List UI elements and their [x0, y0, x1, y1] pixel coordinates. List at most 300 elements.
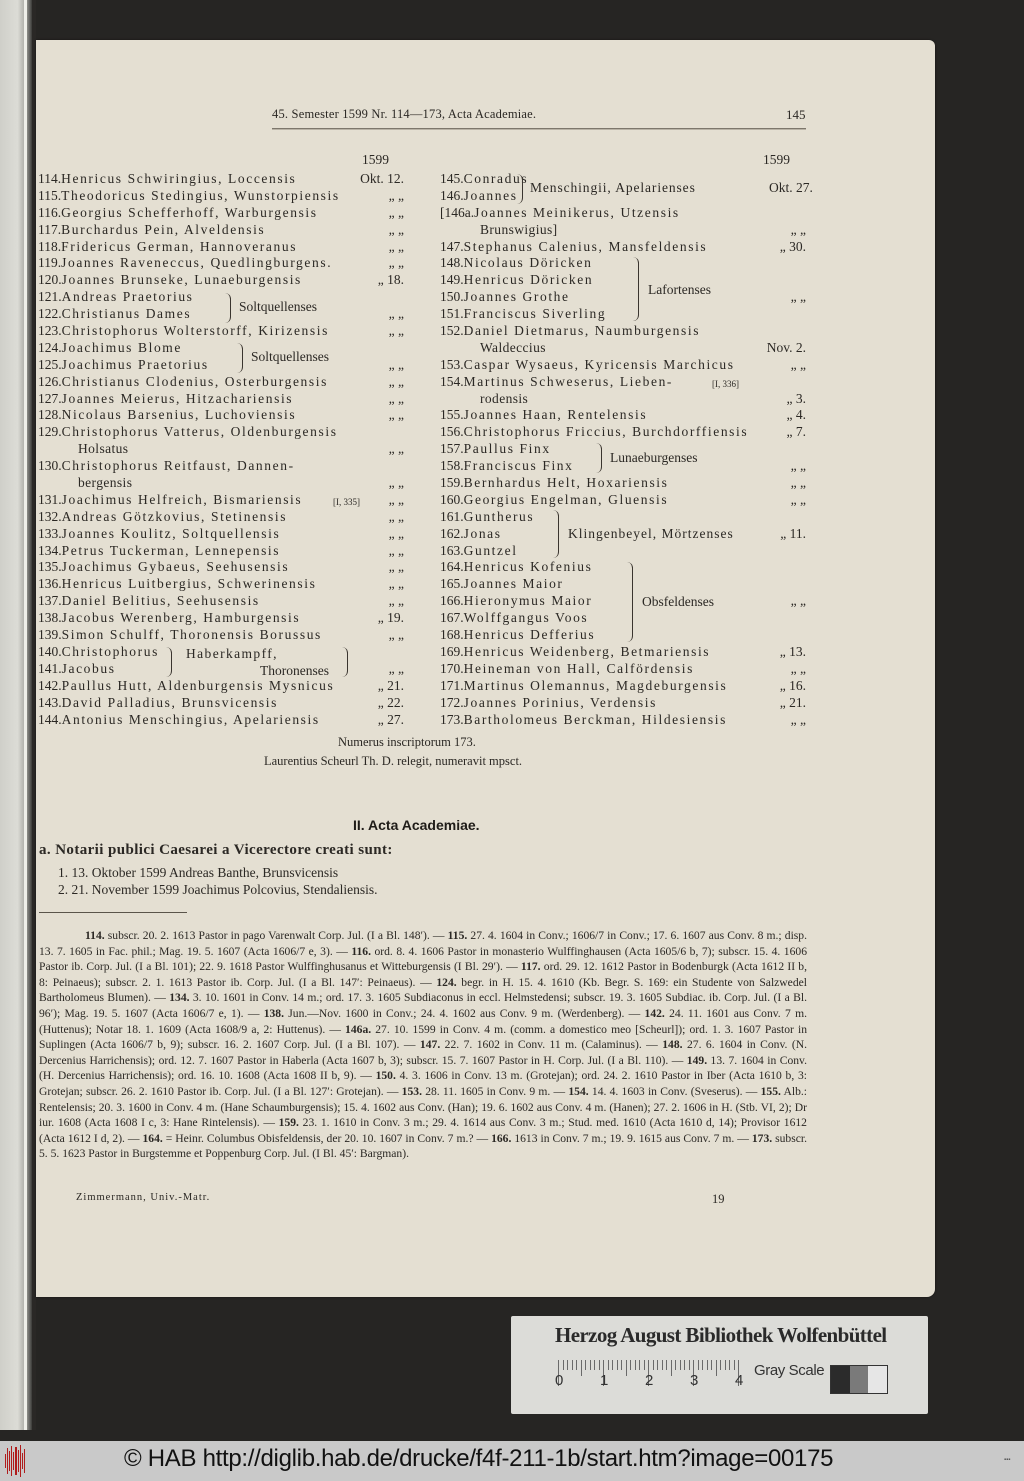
entry-name: Daniel Belitius, Seehusensis: [61, 593, 260, 609]
gray-swatch: [831, 1366, 850, 1393]
entry-date: „ „: [388, 542, 404, 558]
ruler-tick: [635, 1360, 636, 1370]
entry-number: 125.: [38, 356, 62, 372]
entry-name: Christophorus Reitfaust, Dannen-: [61, 458, 295, 474]
entry-number: 141.: [38, 660, 62, 676]
brace-140-141-right: [342, 647, 348, 677]
group-label-140-surname: Haberkampff,: [186, 646, 278, 661]
register-entry: [440, 492, 806, 509]
register-entry: [38, 374, 404, 391]
entry-name: Christianus Dames: [61, 306, 192, 322]
group-label-161: Klingenbeyel, Mörtzenses: [568, 526, 734, 541]
sheet-number: 19: [712, 1192, 725, 1206]
entry-name: Henricus Weidenberg, Betmariensis: [463, 643, 711, 659]
ruler-tick: [590, 1360, 591, 1370]
register-entry: [440, 593, 806, 610]
entry-date: „ „: [790, 711, 806, 727]
entry-date: Okt. 12.: [360, 171, 404, 186]
entry-date: „ 27.: [377, 711, 404, 727]
ruler-tick: [585, 1360, 586, 1370]
ruler-tick: [653, 1360, 654, 1370]
entry-name: Henricus Defferius: [463, 627, 596, 643]
footnote-text: 27. 10. 1599 in Conv. 4 m. (comm. a domestico meo [Scheurl]); ord. 1. 3. 1607 Pastor in Suplingen (Acta 1606/7 b, 9); subscr. 16. 2. 1607 Corp. Jul. (I a Bl. 107). —: [39, 1022, 807, 1052]
entry-number: 154.: [440, 373, 464, 389]
entry-name: Georgius Schefferhoff, Warburgensis: [61, 204, 318, 220]
ruler-tick: [662, 1360, 663, 1370]
left-column-year: 1599: [362, 152, 389, 167]
footnote-text: 22. 7. 1602 in Conv. 11 m. (Calaminus). —: [440, 1038, 663, 1052]
ruler-tick: [671, 1360, 672, 1376]
entry-date: „ „: [388, 627, 404, 643]
ruler-tick: [725, 1360, 726, 1370]
group-label-164: Obsfeldenses: [642, 594, 714, 609]
footnote-text: begr. in H. 15. 4. 1610 (Kb. Begr. S. 169: ein Studente von Salzwedel Bartholomeus Blumen). —: [39, 975, 807, 1005]
register-entry: [440, 222, 806, 239]
entry-number: 170.: [440, 660, 464, 676]
group-label-145: Menschingii, Apelarienses: [530, 180, 696, 195]
entry-number: 163.: [440, 542, 464, 558]
entry-number: 164.: [440, 559, 464, 575]
brace-157-158: [596, 443, 602, 473]
running-head: 45. Semester 1599 Nr. 114—173, Acta Academiae.: [272, 107, 537, 121]
footnote-number: 124.: [436, 975, 457, 989]
entry-date: „ „: [388, 508, 404, 524]
register-entry: [440, 627, 806, 644]
entry-date: „ „: [388, 475, 404, 491]
register-entry: [440, 407, 806, 424]
register-entry: [440, 357, 806, 374]
entry-date: „ „: [790, 221, 806, 237]
footnote-text: 1613 in Conv. 7 m.; 19. 9. 1615 aus Conv. 7 m. —: [511, 1131, 752, 1145]
entry-name: Christophorus Wolterstorff, Kirizensis: [61, 323, 329, 339]
entry-date: „ 3.: [786, 390, 806, 406]
register-entry: [38, 171, 404, 188]
entry-name: Andreas Praetorius: [61, 289, 194, 305]
footnote-text: ord. 29. 12. 1612 Pastor in Bodenburgk (Acta 1612 II b, 8: Peinaeus); subscr. 2. 1. 1613 Pastor ib. Corp. Jul. (I a Bl. 147′: Peinaeus). —: [39, 960, 807, 989]
entry-name: Jacobus: [61, 660, 116, 676]
ruler-tick: [711, 1360, 712, 1370]
entry-date: „ „: [388, 407, 404, 423]
entry-name: Daniel Dietmarus, Naumburgensis: [463, 323, 701, 339]
entry-name: Nicolaus Döricken: [463, 255, 593, 271]
register-entry: [38, 610, 404, 627]
left-column-entries: [38, 171, 404, 728]
footnote-number: 117.: [520, 960, 541, 974]
entry-number: 155.: [440, 407, 464, 423]
footnote-text: 13. 7. 1604 in Conv. (H. Dercenius Harrichensis); ord. 16. 10. 1608 (Acta 1608 II b, 9). —: [39, 1053, 807, 1083]
register-entry: [440, 695, 806, 712]
entry-name: Hieronymus Maior: [463, 593, 593, 609]
entry-name: Bartholomeus Berckman, Hildesiensis: [463, 711, 727, 727]
group-label-148: Lafortenses: [648, 282, 711, 297]
register-entry: [38, 492, 404, 509]
entry-name: Joachimus Helfreich, Bismariensis: [61, 491, 303, 507]
entry-name: Paullus Finx: [463, 441, 551, 457]
entry-number: 153.: [440, 356, 464, 372]
entry-date: „ „: [388, 559, 404, 575]
group-label-140-origin: Thoronenses: [260, 663, 329, 678]
ruler-tick: [675, 1360, 676, 1370]
entry-number: 149.: [440, 272, 464, 288]
entry-number: 140.: [38, 643, 62, 659]
entry-name: Simon Schulff, Thoronensis Borussus: [61, 627, 322, 643]
page-number: 145: [786, 107, 806, 122]
entry-date: „ 18.: [377, 272, 404, 288]
entry-number: 124.: [38, 339, 62, 355]
entry-number: 114.: [38, 171, 62, 186]
entry-number: 151.: [440, 306, 464, 322]
footnote-number: 149.: [686, 1053, 708, 1067]
ruler-tick: [630, 1360, 631, 1370]
footnote-number: 147.: [419, 1038, 441, 1052]
footnote-number: 154.: [568, 1084, 589, 1098]
entry-number: 157.: [440, 441, 464, 457]
ruler-tick: [567, 1360, 568, 1370]
entry-name: Georgius Engelman, Gluensis: [463, 491, 669, 507]
scanned-page: [36, 40, 935, 1297]
footnote-number: 116.: [351, 944, 371, 958]
entry-name: Joannes Grothe: [463, 289, 570, 305]
entry-number: 145.: [440, 171, 464, 186]
footnote-text: Jun.—Nov. 1600 in Conv.; 24. 4. 1602 aus Conv. 9 m. (Werdenberg). —: [284, 1006, 645, 1020]
entry-name: rodensis: [480, 390, 529, 406]
register-entry: [440, 374, 806, 391]
ruler-tick: [594, 1360, 595, 1370]
entry-number: 117.: [38, 221, 62, 237]
entry-name: Henricus Luitbergius, Schwerinensis: [61, 576, 317, 592]
brace-148-151: [632, 257, 639, 321]
register-entry: [440, 391, 806, 408]
ruler-tick: [617, 1360, 618, 1370]
entry-number: 121.: [38, 289, 62, 305]
footnote-text: 4. 3. 1606 in Conv. 13 m. (Grotejan); ord. 24. 2. 1610 Pastor in Iber (Acta 1610 b, 3: Grotejan; subscr. 26. 2. 1610 Pastor ib. Corp. Jul. (I a Bl. 127′: Grotejan). —: [39, 1069, 807, 1098]
footnote-text: ord. 8. 4. 1606 Pastor in monasterio Wulffinghausen (Acta 1605/6 b, 7); subscr. 15. 4. 1606 Pastor ib. Corp. Jul. (I a Bl. 101); 22. 9. 1618 Pastor Wulffinghusanus et Witteburgensis (I Bl. 29′). —: [39, 944, 807, 974]
entry-name: Joachimus Praetorius: [61, 356, 209, 372]
entry-number: 143.: [38, 694, 62, 710]
footnote-text: 23. 1. 1610 in Conv. 3 m.; 29. 4. 1614 aus Conv. 3 m.; Stud. med. 1610 (Acta 1610 d, 14); Provisor 1612 (Acta 1612 I d, 2). —: [39, 1116, 807, 1145]
entry-name: bergensis: [78, 475, 133, 491]
entry-number: 134.: [38, 542, 62, 558]
entry-name: Antonius Menschingius, Apelariensis: [61, 711, 320, 727]
gray-scale-swatches: [830, 1365, 888, 1394]
register-entry: [440, 509, 806, 526]
entry-name: Nicolaus Barsenius, Luchoviensis: [61, 407, 297, 423]
entry-name: Heineman von Hall, Calfördensis: [463, 660, 694, 676]
entry-date: „ 22.: [377, 694, 404, 710]
register-entry: [38, 458, 404, 475]
register-entry: [38, 712, 404, 729]
entry-date: „ „: [790, 356, 806, 372]
ruler-tick: [666, 1360, 667, 1370]
entry-number: 115.: [38, 187, 62, 203]
entry-number: 158.: [440, 458, 464, 474]
ruler-tick: [612, 1360, 613, 1370]
entry-number: 162.: [440, 525, 464, 541]
entry-date: „ „: [388, 576, 404, 592]
entry-name: Joannes Porinius, Verdensis: [463, 694, 657, 710]
entry-name: Henricus Kofenius: [463, 559, 593, 575]
entry-name: Guntzel: [463, 542, 518, 558]
entry-date: „ „: [388, 373, 404, 389]
entry-date: Nov. 2.: [766, 339, 806, 355]
register-entry: [38, 441, 404, 458]
entry-number: 150.: [440, 289, 464, 305]
footnote-number: 146a.: [345, 1022, 372, 1036]
footnote-number: 153.: [401, 1084, 422, 1098]
ruler-tick: [684, 1360, 685, 1370]
footnote-number: 155.: [760, 1084, 781, 1098]
footnote-number: 164.: [142, 1131, 163, 1145]
entry-number: 126.: [38, 373, 62, 389]
ruler-tick: [729, 1360, 730, 1370]
ruler-tick: [581, 1360, 582, 1376]
footer-bar: [0, 1441, 1024, 1481]
footnote-number: 148.: [662, 1038, 683, 1052]
register-entry: [440, 424, 806, 441]
entry-number: 139.: [38, 627, 62, 643]
footnote-text: subscr. 20. 2. 1613 Pastor in pago Varenwalt Corp. Jul. (I a Bl. 148′). —: [104, 929, 448, 942]
entry-date: „ 19.: [377, 610, 404, 626]
notary-item: 2. 21. November 1599 Joachimus Polcovius, Stendaliensis.: [58, 882, 378, 897]
entry-name: Martinus Schweserus, Lieben-: [463, 373, 674, 389]
entry-number: 169.: [440, 643, 464, 659]
brace-140-141: [166, 647, 172, 677]
ruler-number: 0: [555, 1372, 564, 1389]
ruler-tick: [639, 1360, 640, 1370]
ruler-tick: [626, 1360, 627, 1376]
footnote-number: 173.: [751, 1131, 773, 1145]
entry-date: „ „: [388, 221, 404, 237]
entry-name: Joannes Meierus, Hitzachariensis: [61, 390, 294, 406]
footnote-text: 27. 4. 1604 in Conv.; 1606/7 in Conv.; 17. 6. 1607 aus Conv. 8 m.; disp. 13. 7. 1605 in Fac. phil.; Mag. 19. 5. 1607 (Acta 1606/7 e, 3). —: [39, 929, 807, 958]
entry-date: „ „: [388, 441, 404, 457]
ruler-tick: [572, 1360, 573, 1370]
entry-number: 123.: [38, 323, 62, 339]
entry-date: „ 16.: [779, 677, 806, 693]
ruler-tick: [707, 1360, 708, 1370]
ruler-tick: [621, 1360, 622, 1370]
register-entry: [440, 272, 806, 289]
entry-date: „ „: [388, 238, 404, 254]
entry-name: Joachimus Blome: [61, 339, 182, 355]
entry-date: „ „: [388, 356, 404, 372]
entry-number: [146a.: [440, 204, 475, 220]
register-entry: [38, 340, 404, 357]
entry-number: 173.: [440, 711, 464, 727]
entry-name: Guntherus: [463, 508, 535, 524]
entry-date: „ „: [790, 660, 806, 676]
entry-date: „ „: [790, 593, 806, 609]
footnotes: [39, 928, 807, 1162]
entry-name: Henricus Döricken: [463, 272, 594, 288]
entry-name: Brunswigius]: [480, 221, 558, 237]
ruler-tick: [680, 1360, 681, 1370]
register-entry: [440, 205, 806, 222]
entry-date: „ „: [388, 323, 404, 339]
register-entry: [440, 323, 806, 340]
entry-date: „ „: [388, 491, 404, 507]
register-entry: [440, 543, 806, 560]
register-entry: [38, 678, 404, 695]
entry-name: Bernhardus Helt, Hoxariensis: [463, 475, 669, 491]
entry-number: 138.: [38, 610, 62, 626]
entry-name: Stephanus Calenius, Mansfeldensis: [463, 238, 708, 254]
entry-number: 172.: [440, 694, 464, 710]
ruler-number: 2: [645, 1372, 654, 1389]
entry-name: Waldeccius: [480, 339, 546, 355]
footnote-number: 138.: [263, 1006, 284, 1020]
entry-name: Jonas: [463, 525, 502, 541]
entry-name: Joannes Maior: [463, 576, 564, 592]
entry-number: 142.: [38, 677, 62, 693]
register-entry: [440, 610, 806, 627]
entry-date: „ „: [388, 187, 404, 203]
brace-145-146: [516, 174, 523, 204]
ruler-tick: [644, 1360, 645, 1370]
footnote-text: Alb.: Rentelensis; 20. 3. 1600 in Conv. 4 m. (Hane Schaumburgensis); 15. 4. 1602 aus Conv. (Han); 19. 6. 1602 aus Conv. 4 m. (Hanen); 27. 2. 1606 in H. (Stb. VI, 2); Dr iur. 1608 (Acta 1608 I c, 3: Hane Rintelensis). —: [39, 1084, 808, 1130]
entry-date: „ 4.: [786, 407, 806, 423]
entry-number: 165.: [440, 576, 464, 592]
entry-date: „ 21.: [377, 677, 404, 693]
entry-number: 167.: [440, 610, 464, 626]
entry-number: 168.: [440, 627, 464, 643]
entry-date: „ 30.: [779, 238, 806, 254]
entry-name: Joannes Meinikerus, Utzensis: [474, 204, 680, 220]
footer-marker: ▪▪▪: [1004, 1457, 1011, 1463]
entry-date: „ „: [388, 525, 404, 541]
brace-161-163: [552, 510, 559, 558]
entry-name: Joannes Haan, Rentelensis: [463, 407, 648, 423]
inscription-count: Numerus inscriptorum 173.: [338, 735, 476, 749]
footnote-number: 142.: [644, 1006, 665, 1020]
footnote-number: 134.: [169, 991, 190, 1005]
entry-name: Franciscus Siverling: [463, 306, 607, 322]
entry-date: „ „: [790, 491, 806, 507]
register-entry: [38, 306, 404, 323]
subsection-title: a. Notarii publici Caesarei a Vicerectore creati sunt:: [39, 842, 393, 858]
register-entry: [440, 340, 806, 357]
footnote-number: 159.: [278, 1116, 299, 1130]
entry-name: Theodoricus Stedingius, Wunstorpiensis: [61, 187, 340, 203]
entry-date: „ „: [388, 593, 404, 609]
volume-reference: [I, 336]: [712, 378, 739, 389]
entry-name: Henricus Schwiringius, Loccensis: [61, 171, 297, 186]
entry-number: 171.: [440, 677, 464, 693]
ruler-tick: [576, 1360, 577, 1370]
footnote-text: 27. 6. 1604 in Conv. (N. Dercenius Harrichensis); ord. 12. 7. 1607 Pastor in Haberla (Acta 1607 b, 3); subscr. 15. 7. 1607 Pastor in H. Corp. Jul. (I a Bl. 110). —: [39, 1038, 807, 1067]
register-entry: [440, 559, 806, 576]
entry-name: Holsatus: [78, 441, 129, 457]
footnote-number: 166.: [491, 1131, 512, 1145]
volume-reference: [I, 335]: [333, 496, 360, 507]
entry-date: „ 7.: [786, 424, 806, 440]
register-entry: [38, 205, 404, 222]
entry-number: 129.: [38, 424, 62, 440]
entry-name: Petrus Tuckerman, Lennepensis: [61, 542, 281, 558]
entry-number: 159.: [440, 475, 464, 491]
footnote-number: 115.: [447, 929, 468, 942]
hab-logo-icon: [5, 1445, 25, 1477]
group-label-145-date: Okt. 27.: [769, 180, 813, 195]
register-entry: [440, 475, 806, 492]
entry-number: 148.: [440, 255, 464, 271]
register-entry: [38, 695, 404, 712]
register-entry: [38, 391, 404, 408]
entry-name: Andreas Götzkovius, Stetinensis: [61, 508, 288, 524]
entry-date: „ 13.: [779, 643, 806, 659]
register-entry: [38, 543, 404, 560]
register-entry: [38, 239, 404, 256]
entry-date: „ „: [388, 306, 404, 322]
entry-name: Christophorus Friccius, Burchdorffiensis: [463, 424, 749, 440]
library-color-card: [511, 1316, 928, 1414]
footnote-number: 150.: [375, 1069, 396, 1083]
entry-number: 136.: [38, 576, 62, 592]
entry-number: 133.: [38, 525, 62, 541]
entry-name: Conradus: [463, 171, 529, 186]
register-entry: [38, 526, 404, 543]
register-entry: [440, 255, 806, 272]
entry-name: Paullus Hutt, Aldenburgensis Mysnicus: [61, 677, 335, 693]
entry-date: „ „: [388, 255, 404, 271]
ruler-tick: [720, 1360, 721, 1370]
group-label-121: Soltquellenses: [239, 299, 317, 314]
register-entry: [38, 323, 404, 340]
entry-name: Martinus Olemannus, Magdeburgensis: [463, 677, 728, 693]
ruler-tick: [716, 1360, 717, 1376]
register-entry: [440, 712, 806, 729]
register-entry: [38, 255, 404, 272]
entry-name: Jacobus Werenberg, Hamburgensis: [61, 610, 301, 626]
footnote-text: 14. 4. 1603 in Conv. (Sveserus). —: [588, 1084, 761, 1098]
brace-164-168: [626, 562, 633, 642]
entry-number: 147.: [440, 238, 464, 254]
entry-number: 119.: [38, 255, 62, 271]
entry-date: „ „: [388, 660, 404, 676]
entry-number: 130.: [38, 458, 62, 474]
entry-number: 156.: [440, 424, 464, 440]
entry-number: 118.: [38, 238, 62, 254]
previous-page-edge: [0, 0, 32, 1430]
register-entry: [440, 661, 806, 678]
entry-name: Burchardus Pein, Alveldensis: [61, 221, 266, 237]
register-entry: [440, 289, 806, 306]
register-entry: [38, 289, 404, 306]
register-entry: [440, 239, 806, 256]
entry-number: 152.: [440, 323, 464, 339]
entry-number: 161.: [440, 508, 464, 524]
register-entry: [38, 576, 404, 593]
entry-date: „ „: [388, 204, 404, 220]
entry-name: Joannes Raveneccus, Quedlingburgens.: [61, 255, 333, 271]
footnote-text: 28. 11. 1605 in Conv. 9 m. —: [421, 1084, 569, 1098]
register-entry: [440, 576, 806, 593]
ruler-tick: [608, 1360, 609, 1370]
entry-name: Franciscus Finx: [463, 458, 574, 474]
rector-signature-line: Laurentius Scheurl Th. D. relegit, numeravit mpsct.: [264, 754, 523, 768]
copyright-link[interactable]: © HAB http://diglib.hab.de/drucke/f4f-211-1b/start.htm?image=00175: [124, 1445, 834, 1472]
register-entry: [38, 661, 404, 678]
entry-number: 120.: [38, 272, 62, 288]
right-column-year: 1599: [763, 152, 790, 167]
group-label-124: Soltquellenses: [251, 349, 329, 364]
entry-number: 144.: [38, 711, 62, 727]
register-entry: [38, 475, 404, 492]
entry-number: 116.: [38, 204, 62, 220]
entry-number: 128.: [38, 407, 62, 423]
entry-date: „ „: [790, 475, 806, 491]
entry-date: „ „: [790, 458, 806, 474]
